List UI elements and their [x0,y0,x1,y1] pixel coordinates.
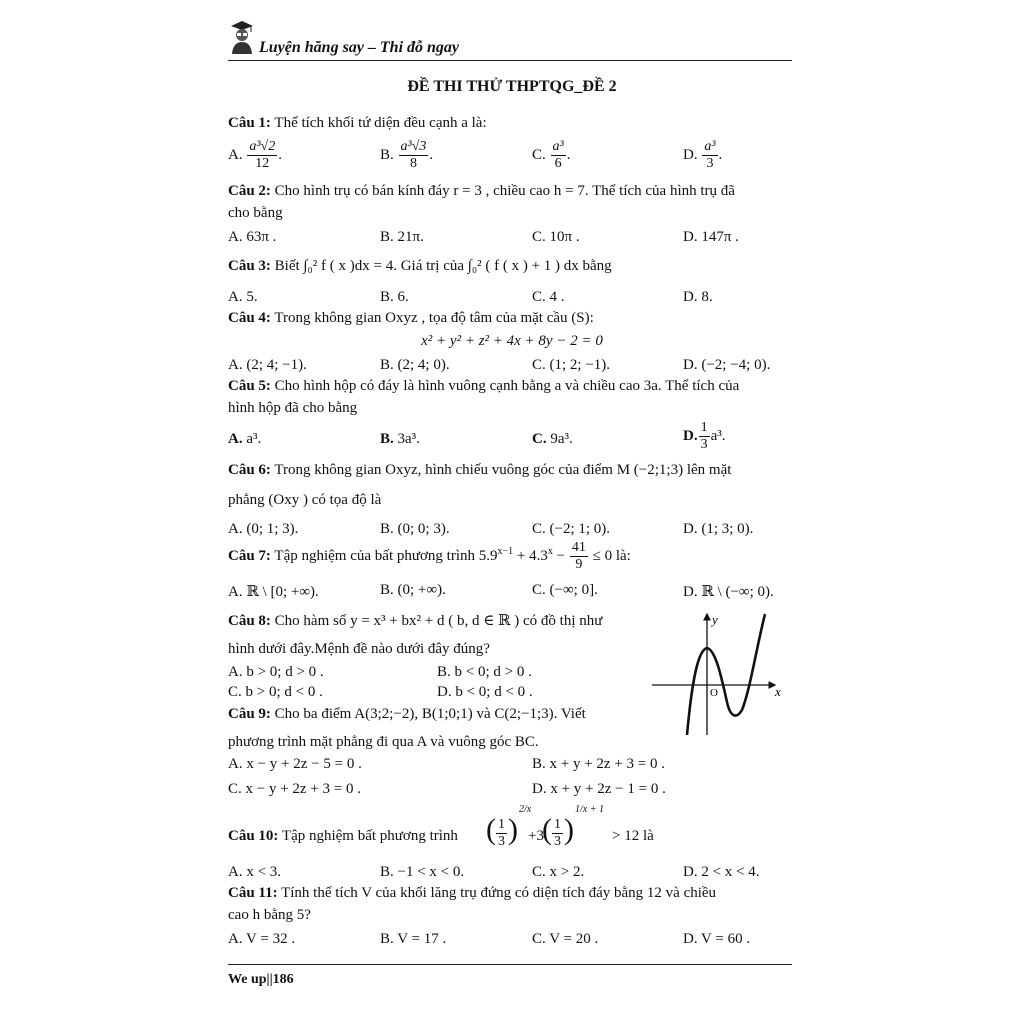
q2-line2: cho bằng [228,205,283,221]
q8-option-c[interactable]: C. b > 0; d < 0 . [228,684,323,700]
q1-option-a[interactable]: A. $\frac{\text{a³√2}}{12}$ . [228,139,282,172]
q11-line2: cao h bằng 5? [228,907,311,923]
q9-line1: Cho ba điểm A(3;2;−2), B(1;0;1) và C(2;−1;3). Viết [274,706,586,722]
q2-option-c[interactable]: C. 10π . [532,229,580,245]
q4-option-c[interactable]: C. (1; 2; −1). [532,357,611,373]
q8-option-a[interactable]: A. b > 0; d > 0 . [228,664,324,680]
q1-option-c[interactable]: C. $\frac{\text{a³}}{6}$ . [532,139,571,172]
q10-option-d[interactable]: D. 2 < x < 4. [683,864,760,880]
q8-line2: hình dưới đây.Mệnh đề nào dưới đây đúng? [228,641,490,657]
q1-label: Câu 1: [228,115,271,131]
q2-line1: Cho hình trụ có bán kính đáy r = 3 , chiều cao h = 7. Thể tích của hình trụ đã [274,183,735,199]
q5-option-a[interactable]: A. a³. [228,431,262,447]
header-rule [228,60,792,61]
q11-line1: Tính thể tích V của khối lăng trụ đứng có diện tích đáy bằng 12 và chiều [281,885,717,901]
footer-page-number: We up||186 [228,972,294,987]
q3-text: Biết ∫₀² f ( x )dx = 4. Giá trị của ∫₀² ( f ( x ) + 1 ) dx bằng [274,258,612,274]
q3-option-d[interactable]: D. 8. [683,289,713,305]
question-9: Câu 9: Cho ba điểm A(3;2;−2), B(1;0;1) và C(2;−1;3). Viết [228,706,586,722]
q6-option-a[interactable]: A. (0; 1; 3). [228,521,299,537]
question-11: Câu 11: Tính thể tích V của khối lăng trụ đứng có diện tích đáy bằng 12 và chiều [228,885,717,901]
q9-option-c[interactable]: C. x − y + 2z + 3 = 0 . [228,781,362,797]
q6-option-b[interactable]: B. (0; 0; 3). [380,521,450,537]
question-3: Câu 3: Biết ∫₀² f ( x )dx = 4. Giá trị của ∫₀² ( f ( x ) + 1 ) dx bằng [228,258,612,274]
q4-option-b[interactable]: B. (2; 4; 0). [380,357,450,373]
q4-option-d[interactable]: D. (−2; −4; 0). [683,357,771,373]
q10-option-c[interactable]: C. x > 2. [532,864,585,880]
graduate-mascot-icon [229,20,255,54]
q7-option-d[interactable]: D. ℝ \ (−∞; 0). [683,584,774,600]
q11-option-c[interactable]: C. V = 20 . [532,931,599,947]
question-7: Câu 7: Tập nghiệm của bất phương trình $5.9^{x-1} + 4.3^x$ − $\frac{41}{9}$ ≤ 0 là: [228,540,631,573]
q8-line1: Cho hàm số y = x³ + bx² + d ( b, d ∈ ℝ ) có đồ thị như [274,613,603,629]
q11-option-d[interactable]: D. V = 60 . [683,931,751,947]
q3-option-c[interactable]: C. 4 . [532,289,565,305]
q5-line2: hình hộp đã cho bằng [228,400,358,416]
q9-option-a[interactable]: A. x − y + 2z − 5 = 0 . [228,756,362,772]
q5-option-c[interactable]: C. 9a³. [532,431,573,447]
q2-option-a[interactable]: A. 63π . [228,229,277,245]
q7-option-b[interactable]: B. (0; +∞). [380,582,446,598]
q5-option-b[interactable]: B. 3a³. [380,431,420,447]
q9-option-b[interactable]: B. x + y + 2z + 3 = 0 . [532,756,666,772]
q10-option-a[interactable]: A. x < 3. [228,864,282,880]
q7-option-c[interactable]: C. (−∞; 0]. [532,582,598,598]
q6-option-c[interactable]: C. (−2; 1; 0). [532,521,611,537]
cubic-curve [687,614,765,735]
question-4: Câu 4: Trong không gian Oxyz , tọa độ tâm của mặt cầu (S): [228,310,594,326]
q11-option-b[interactable]: B. V = 17 . [380,931,447,947]
q8-option-b[interactable]: B. b < 0; d > 0 . [437,664,532,680]
q6-line1: Trong không gian Oxyz, hình chiếu vuông góc của điểm M (−2;1;3) lên mặt [274,462,732,478]
q11-option-a[interactable]: A. V = 32 . [228,931,296,947]
q6-line2: phẳng (Oxy ) có tọa độ là [228,492,382,508]
q2-option-d[interactable]: D. 147π . [683,229,739,245]
q10-text: Tập nghiệm bất phương trình [281,828,458,844]
q4-equation: x² + y² + z² + 4x + 8y − 2 = 0 [421,333,603,349]
question-5: Câu 5: Cho hình hộp có đáy là hình vuông cạnh bằng a và chiều cao 3a. Thể tích của [228,378,740,394]
doc-title: ĐỀ THI THỬ THPTQG_ĐỀ 2 [407,78,617,95]
graph-x-label: x [775,684,781,699]
q9-option-d[interactable]: D. x + y + 2z − 1 = 0 . [532,781,666,797]
cubic-function-graph [650,610,795,740]
q5-line1: Cho hình hộp có đáy là hình vuông cạnh bằng a và chiều cao 3a. Thể tích của [274,378,740,394]
graph-y-label: y [712,612,718,627]
header-title: Luyện hăng say – Thi đỗ ngay [259,39,460,56]
q1-text: Thể tích khối tứ diện đều cạnh a là: [274,115,487,131]
q6-option-d[interactable]: D. (1; 3; 0). [683,521,754,537]
footer-rule [228,964,792,965]
q9-line2: phương trình mặt phẳng đi qua A và vuông góc BC. [228,734,539,750]
q5-option-d[interactable]: D. $\frac{1}{3}$ a³. [683,420,726,453]
q1-option-b[interactable]: B. $\frac{\text{a³√3}}{8}$ . [380,139,434,172]
question-2: Câu 2: Cho hình trụ có bán kính đáy r = 3 , chiều cao h = 7. Thể tích của hình trụ đã [228,183,735,199]
q4-text: Trong không gian Oxyz , tọa độ tâm của mặt cầu (S): [274,310,594,326]
question-8: Câu 8: Cho hàm số y = x³ + bx² + d ( b, d ∈ ℝ ) có đồ thị như [228,613,603,629]
q3-option-a[interactable]: A. 5. [228,289,258,305]
q8-option-d[interactable]: D. b < 0; d < 0 . [437,684,533,700]
q7-option-a[interactable]: A. ℝ \ [0; +∞). [228,584,319,600]
q2-option-b[interactable]: B. 21π. [380,229,424,245]
q1-option-d[interactable]: D. $\frac{\text{a³}}{3}$ . [683,139,723,172]
graph-origin-label: O [710,687,718,699]
question-6: Câu 6: Trong không gian Oxyz, hình chiếu vuông góc của điểm M (−2;1;3) lên mặt [228,462,732,478]
question-1 [228,116,487,131]
q10-option-b[interactable]: B. −1 < x < 0. [380,864,465,880]
q4-option-a[interactable]: A. (2; 4; −1). [228,357,307,373]
q3-option-b[interactable]: B. 6. [380,289,409,305]
